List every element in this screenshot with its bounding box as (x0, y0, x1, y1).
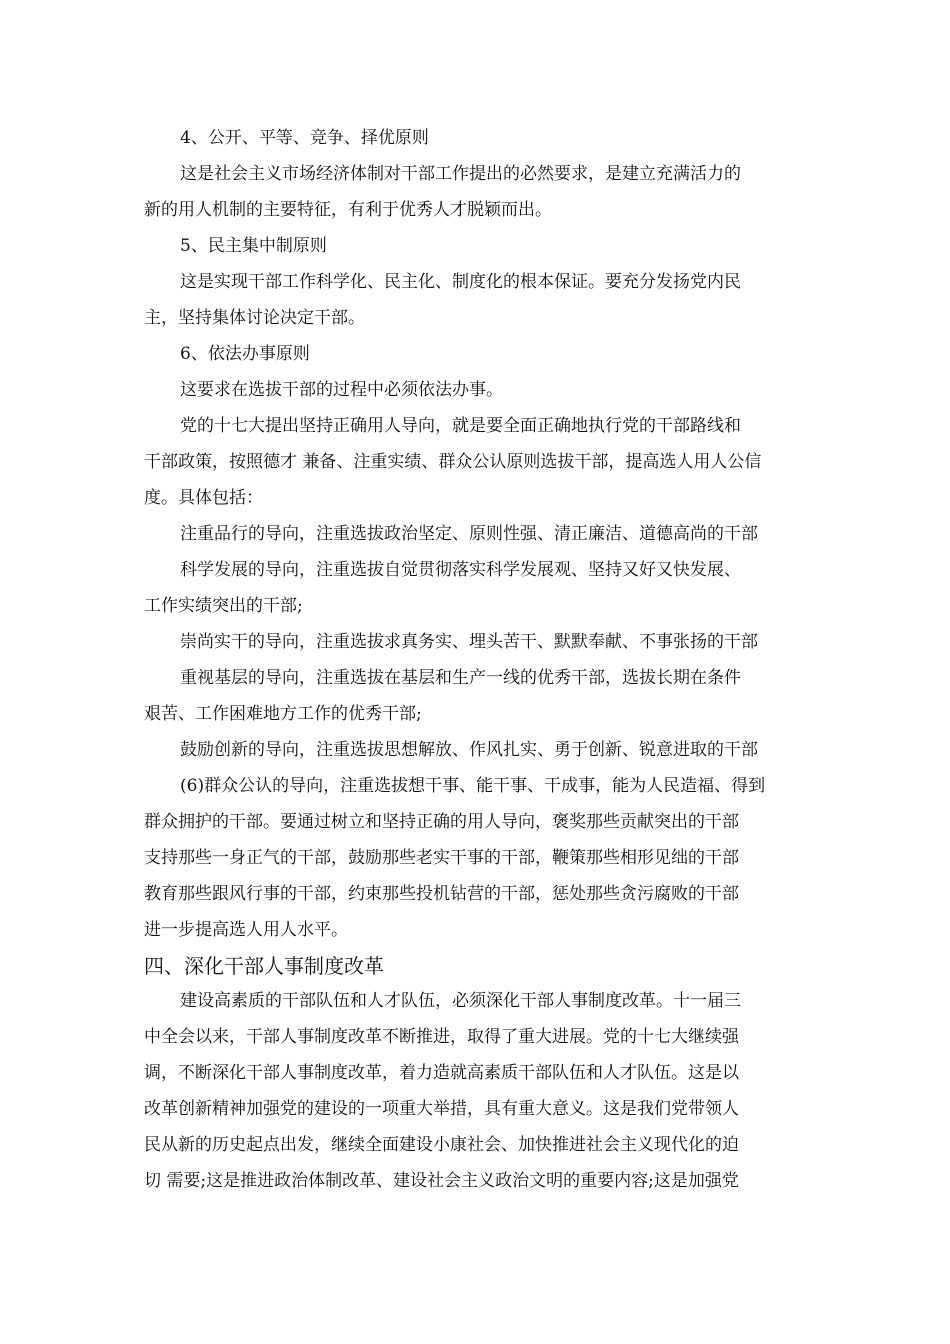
paragraph-line: 新的用人机制的主要特征，有利于优秀人才脱颖而出。 (144, 200, 552, 220)
paragraph-line: 干部政策，按照德才 兼备、注重实绩、群众公认原则选拔干部，提高选人用人公信 (144, 452, 762, 472)
section-item-6: 6、依法办事原则 (180, 344, 310, 364)
section-heading: 四、深化干部人事制度改革 (144, 954, 384, 978)
section-item-5: 5、民主集中制原则 (180, 236, 327, 256)
paragraph-line: 工作实绩突出的干部; (144, 596, 303, 616)
section-item-4: 4、公开、平等、竞争、择优原则 (180, 128, 429, 148)
paragraph-line: 重视基层的导向，注重选拔在基层和生产一线的优秀干部，选拔长期在条件 (180, 668, 741, 688)
paragraph-line: 民从新的历史起点出发，继续全面建设小康社会、加快推进社会主义现代化的迫 (144, 1135, 739, 1155)
paragraph-line: 教育那些跟风行事的干部，约束那些投机钻营的干部，惩处那些贪污腐败的干部 (144, 884, 739, 904)
paragraph-line: 进一步提高选人用人水平。 (144, 920, 348, 940)
paragraph-line: 群众拥护的干部。要通过树立和坚持正确的用人导向，褒奖那些贡献突出的干部 (144, 812, 739, 832)
paragraph-line: 这要求在选拔干部的过程中必须依法办事。 (180, 380, 503, 400)
paragraph-line: 中全会以来，干部人事制度改革不断推进，取得了重大进展。党的十七大继续强 (144, 1027, 739, 1047)
paragraph-line: 鼓励创新的导向，注重选拔思想解放、作风扎实、勇于创新、锐意进取的干部 (180, 740, 758, 760)
paragraph-line: 主，坚持集体讨论决定干部。 (144, 308, 365, 328)
paragraph-line: 切 需要;这是推进政治体制改革、建设社会主义政治文明的重要内容;这是加强党 (144, 1171, 739, 1191)
paragraph-line: 支持那些一身正气的干部，鼓励那些老实干事的干部，鞭策那些相形见绌的干部 (144, 848, 739, 868)
paragraph-line: 崇尚实干的导向，注重选拔求真务实、埋头苦干、默默奉献、不事张扬的干部 (180, 632, 758, 652)
paragraph-line: 这是实现干部工作科学化、民主化、制度化的根本保证。要充分发扬党内民 (180, 272, 741, 292)
paragraph-line: 党的十七大提出坚持正确用人导向，就是要全面正确地执行党的干部路线和 (180, 416, 741, 436)
paragraph-line: 调，不断深化干部人事制度改革，着力造就高素质干部队伍和人才队伍。这是以 (144, 1063, 739, 1083)
paragraph-line: 改革创新精神加强党的建设的一项重大举措，具有重大意义。这是我们党带领人 (144, 1099, 739, 1119)
paragraph-line: 建设高素质的干部队伍和人才队伍，必须深化干部人事制度改革。十一届三 (180, 991, 741, 1011)
paragraph-line: 艰苦、工作困难地方工作的优秀干部; (144, 704, 422, 724)
paragraph-line: 度。具体包括： (144, 488, 263, 508)
paragraph-line: 科学发展的导向，注重选拔自觉贯彻落实科学发展观、坚持又好又快发展、 (180, 560, 741, 580)
paragraph-line: 这是社会主义市场经济体制对干部工作提出的必然要求，是建立充满活力的 (180, 164, 741, 184)
paragraph-line: 注重品行的导向，注重选拔政治坚定、原则性强、清正廉洁、道德高尚的干部 (180, 524, 758, 544)
paragraph-line: (6)群众公认的导向，注重选拔想干事、能干事、干成事，能为人民造福、得到 (180, 776, 766, 796)
